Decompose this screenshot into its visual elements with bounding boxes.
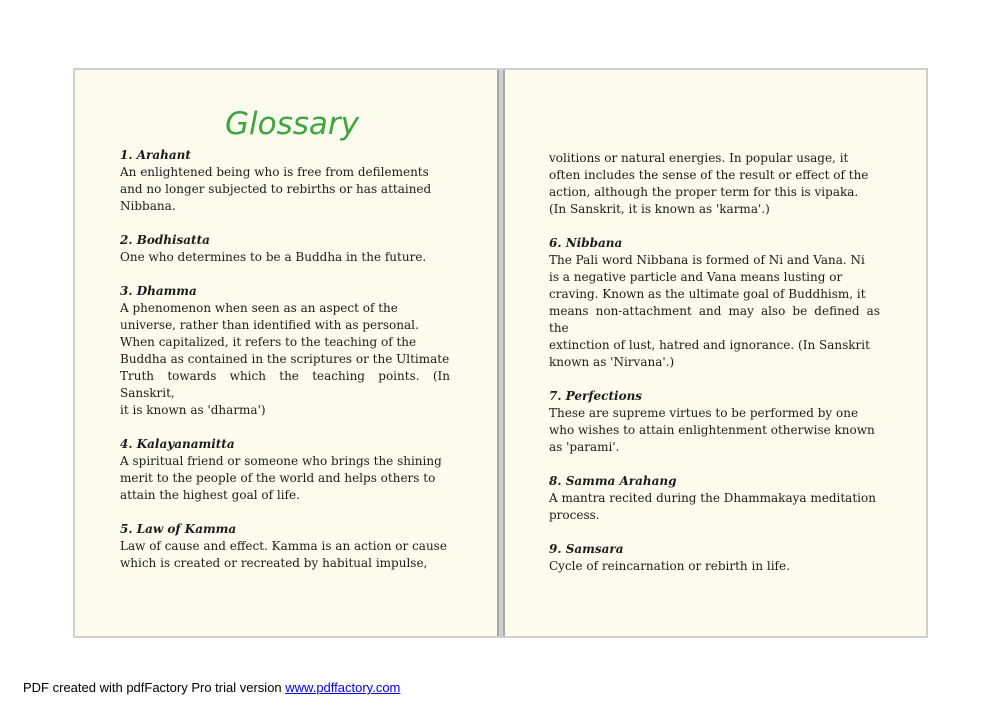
glossary-definition-line: The Pali word Nibbana is formed of Ni and Vana. Ni bbox=[549, 253, 865, 267]
glossary-definition-line: universe, rather than identified with as personal. bbox=[120, 318, 419, 332]
glossary-definition-line: which is created or recreated by habitual impulse, bbox=[120, 556, 428, 570]
glossary-definition-line: as 'parami'. bbox=[549, 440, 620, 454]
glossary-definition-line: Nibbana. bbox=[120, 199, 176, 213]
glossary-definition-line: process. bbox=[549, 508, 600, 522]
continuation-line: (In Sanskrit, it is known as 'karma'.) bbox=[549, 202, 770, 216]
glossary-definition-line: Buddha as contained in the scriptures or the Ultimate bbox=[120, 352, 450, 366]
glossary-definition-line: attain the highest goal of life. bbox=[120, 488, 300, 502]
glossary-definition-line: craving. Known as the ultimate goal of Buddhism, it bbox=[549, 287, 866, 301]
pdffactory-link[interactable]: www.pdffactory.com bbox=[285, 680, 401, 695]
kamma-continuation bbox=[549, 150, 880, 218]
glossary-term: 3. Dhamma bbox=[120, 284, 197, 298]
glossary-entry bbox=[549, 388, 880, 456]
continuation-line: often includes the sense of the result or effect of the bbox=[549, 168, 869, 182]
glossary-entry bbox=[120, 283, 450, 419]
glossary-definition-line: merit to the people of the world and helps others to bbox=[120, 471, 436, 485]
continuation-line: action, although the proper term for this is vipaka. bbox=[549, 185, 859, 199]
right-page bbox=[503, 70, 926, 636]
glossary-term: 5. Law of Kamma bbox=[120, 522, 237, 536]
glossary-definition-line: A phenomenon when seen as an aspect of the bbox=[120, 301, 398, 315]
glossary-definition-line: it is known as 'dharma') bbox=[120, 403, 266, 417]
glossary-term: 8. Samma Arahang bbox=[549, 474, 677, 488]
right-glossary-column bbox=[549, 150, 880, 592]
glossary-entry bbox=[120, 147, 450, 215]
glossary-entry bbox=[549, 541, 880, 575]
glossary-definition-line: Law of cause and effect. Kamma is an action or cause bbox=[120, 539, 447, 553]
glossary-term: 6. Nibbana bbox=[549, 236, 623, 250]
right-entries bbox=[549, 235, 880, 575]
glossary-term: 7. Perfections bbox=[549, 389, 643, 403]
glossary-entry bbox=[549, 235, 880, 371]
glossary-term: 9. Samsara bbox=[549, 542, 624, 556]
glossary-term: 2. Bodhisatta bbox=[120, 233, 210, 247]
book-spread bbox=[73, 68, 928, 638]
glossary-definition-line: known as 'Nirvana'.) bbox=[549, 355, 675, 369]
glossary-entry bbox=[120, 232, 450, 266]
glossary-definition-line: who wishes to attain enlightenment otherwise known bbox=[549, 423, 875, 437]
glossary-definition-line: extinction of lust, hatred and ignorance. (In Sanskrit bbox=[549, 338, 870, 352]
left-page bbox=[75, 70, 499, 636]
glossary-definition-line: A mantra recited during the Dhammakaya meditation bbox=[549, 491, 876, 505]
glossary-definition-line: When capitalized, it refers to the teaching of the bbox=[120, 335, 417, 349]
glossary-definition-line: and no longer subjected to rebirths or has attained bbox=[120, 182, 432, 196]
glossary-definition-line: These are supreme virtues to be performed by one bbox=[549, 406, 859, 420]
glossary-definition-line: is a negative particle and Vana means lusting or bbox=[549, 270, 843, 284]
glossary-definition-line: means non-attachment and may also be defined as the bbox=[549, 304, 880, 335]
continuation-line: volitions or natural energies. In popular usage, it bbox=[549, 151, 849, 165]
glossary-entry bbox=[549, 473, 880, 524]
glossary-definition-line: A spiritual friend or someone who brings the shining bbox=[120, 454, 442, 468]
footer-text: PDF created with pdfFactory Pro trial version bbox=[23, 680, 286, 695]
glossary-term: 1. Arahant bbox=[120, 148, 191, 162]
glossary-entry bbox=[120, 521, 450, 572]
glossary-definition-line: Truth towards which the teaching points. (In Sanskrit, bbox=[120, 369, 450, 400]
glossary-definition-line: One who determines to be a Buddha in the future. bbox=[120, 250, 427, 264]
glossary-entry bbox=[120, 436, 450, 504]
page-title: Glossary bbox=[225, 106, 359, 142]
glossary-definition-line: An enlightened being who is free from defilements bbox=[120, 165, 429, 179]
glossary-term: 4. Kalayanamitta bbox=[120, 437, 235, 451]
pdf-footer bbox=[23, 680, 400, 695]
glossary-definition-line: Cycle of reincarnation or rebirth in life. bbox=[549, 559, 790, 573]
left-glossary-column bbox=[120, 147, 450, 589]
